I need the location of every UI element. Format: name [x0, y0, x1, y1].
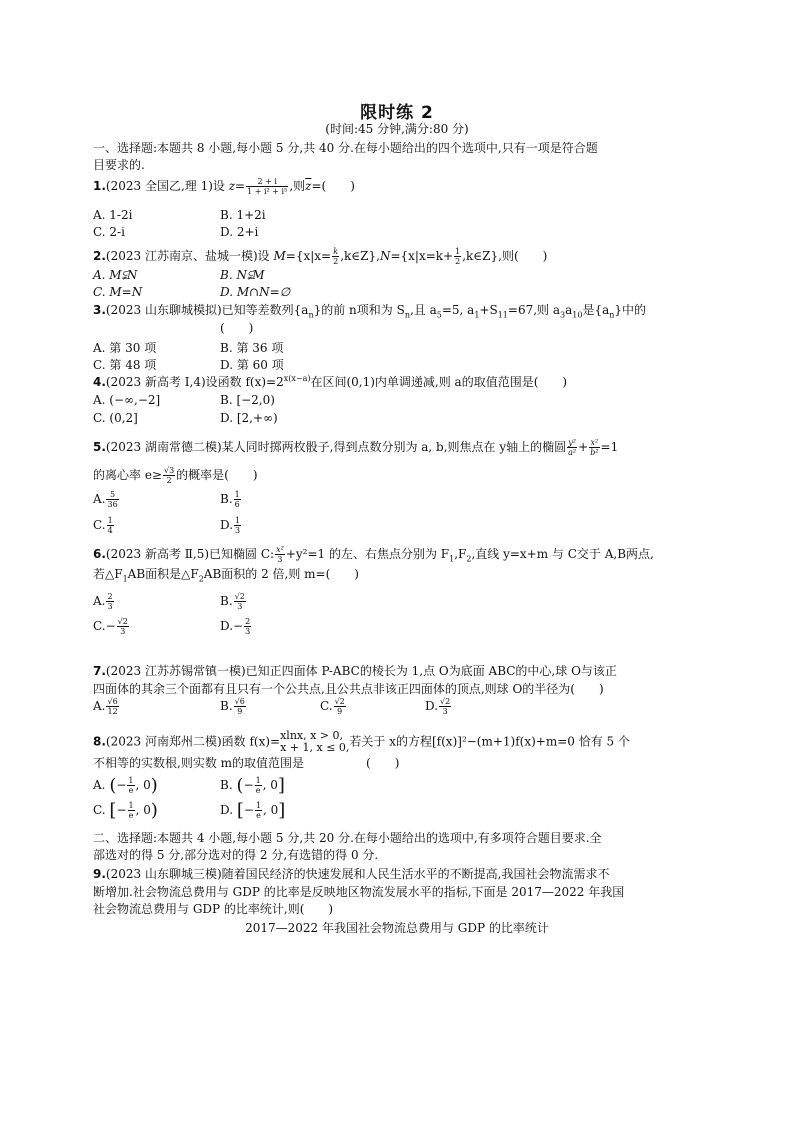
q5-stem-line1: 5.(2023 湖南常德二模)某人同时掷两枚骰子,得到点数分别为 a, b,则焦点在 y轴上的椭圆 $\frac{\text{y²}}{\text{a²}}$ + $\frac{\text{x²}}{\text{b²}}$ =1 — [93, 438, 619, 457]
q8-stem-line2: 不相等的实数根,则实数 m的取值范围是 ( ) — [93, 756, 400, 770]
q9-number: 9. — [93, 867, 106, 881]
q7-option-b: B. $\frac{√6}{9}$ — [220, 697, 245, 716]
q8-option-d: D. [− $\frac{1}{e}$ , 0] — [220, 799, 286, 821]
section2-line2: 部选对的得 5 分,部分选对的得 2 分,有选错的得 0 分. — [93, 848, 379, 862]
q4-stem: 4.(2023 新高考 Ⅰ,4)设函数 $f(x)=2^{x(x-a)}$在区间(0,1)内单调递减,则 a的取值范围是( ) — [93, 374, 568, 389]
q8-number: 8. — [93, 734, 106, 749]
page-title: 限时练 2 — [360, 103, 434, 123]
q6-option-c: C.− $\frac{√2}{3}$ — [93, 617, 128, 636]
q9-stem-line3: 社会物流总费用与 GDP 的比率统计,则( ) — [93, 902, 334, 916]
q1-z-bar: $\overline{z}$ — [305, 179, 312, 193]
q8-stem-line1: 8.(2023 河南郑州二模)函数 f(x)= xlnx, x > 0, x + 1, x ≤ 0, 若关于 x的方程[f(x)]²−(m+1)f(x)+m=0 恰有 5 个 — [93, 729, 631, 754]
q9-stem-line2: 断增加.社会物流总费用与 GDP 的比率是反映地区物流发展水平的指标,下面是 2017—2022 年我国 — [93, 885, 625, 899]
q6-option-a: A. $\frac{2}{3}$ — [93, 592, 113, 611]
page-subtitle: (时间:45 分钟,满分:80 分) — [325, 122, 469, 136]
q1-option-b: B. 1+2i — [220, 208, 266, 222]
q6-fraction: $\frac{\text{x²}}{3}$ — [276, 545, 284, 564]
q9-stem-line1: 9.(2023 山东聊城三模)随着国民经济的快速发展和人民生活水平的不断提高,我国社会物流需求不 — [93, 867, 610, 881]
q3-answer-paren: ( ) — [220, 321, 254, 335]
q6-option-d: D.− $\frac{2}{3}$ — [220, 617, 251, 636]
q5-stem-line2: 的离心率 e≥ $\frac{√3}{2}$ 的概率是( ) — [93, 466, 258, 485]
q6-option-b: B. $\frac{√2}{3}$ — [220, 592, 245, 611]
q5-fraction-x: $\frac{\text{x²}}{\text{b²}}$ — [590, 438, 599, 457]
section1-line2: 目要求的. — [93, 158, 145, 172]
q1-option-d: D. 2+i — [220, 225, 259, 239]
q3-number: 3. — [93, 303, 106, 317]
q2-number: 2. — [93, 249, 106, 263]
q7-stem-line1: 7.(2023 江苏苏锡常镇一模)已知正四面体 P-ABC的棱长为 1,点 O为底面 ABC的中心,球 O与该正 — [93, 664, 617, 678]
q7-stem-line2: 四面体的其余三个面都有且只有一个公共点,且公共点非该正四面体的顶点,则球 O的半径为( ) — [93, 682, 604, 696]
q6-stem-line1: 6.(2023 新高考 Ⅱ,5)已知椭圆 C: $\frac{\text{x²}}{3}$ +y²=1 的左、右焦点分别为 $F_1,F_2$,直线 y=x+m 与 C交于 A,B两点, — [93, 545, 654, 564]
q1-number: 1. — [93, 179, 106, 193]
q5-fraction-y: $\frac{\text{y²}}{\text{a²}}$ — [568, 438, 577, 457]
q5-option-a: A. $\frac{5}{36}$ — [93, 490, 118, 509]
q1-fraction: $\frac{2 + i}{\text{1 + i² + i⁵}}$ — [247, 177, 288, 196]
q1-option-c: C. 2-i — [93, 225, 125, 239]
q7-option-a: A. $\frac{√6}{12}$ — [93, 697, 118, 716]
q6-stem-line2: 若$\triangle F_1AB$面积是$\triangle F_2AB$面积的 2 倍,则 m=( ) — [93, 567, 359, 584]
q3-option-d: D. 第 60 项 — [220, 358, 284, 372]
q5-option-c: C. $\frac{1}{4}$ — [93, 516, 113, 535]
q7-option-c: C. $\frac{√2}{9}$ — [320, 697, 345, 716]
q7-option-d: D. $\frac{√2}{3}$ — [425, 697, 451, 716]
q4-option-b: B. [−2,0) — [220, 393, 275, 407]
q4-option-a: A. (−∞,−2] — [93, 393, 161, 407]
q5-fraction-e: $\frac{√3}{2}$ — [163, 466, 175, 485]
q2-option-c: C. M=N — [93, 285, 143, 299]
section1-line1: 一、选择题:本题共 8 小题,每小题 5 分,共 40 分.在每小题给出的四个选项中,只有一项是符合题 — [93, 141, 598, 155]
q3-stem: 3.(2023 山东聊城模拟)已知等差数列$\{a_n\}$的前 n项和为 $S_n$,且 $a_5=5$, $a_1+S_{11}=67$,则 $a_3a_{10}$是$\{a_n\}$中的 — [93, 303, 647, 320]
q4-option-d: D. [2,+∞) — [220, 411, 278, 425]
q8-option-b: B. (− $\frac{1}{e}$ , 0] — [220, 774, 285, 796]
q3-option-a: A. 第 30 项 — [93, 341, 157, 355]
q4-number: 4. — [93, 375, 106, 389]
q2-option-d: D. M∩N=∅ — [220, 285, 291, 299]
q9-chart-title: 2017—2022 年我国社会物流总费用与 GDP 的比率统计 — [245, 921, 549, 935]
q2-fraction-2: $\frac{1}{2}$ — [455, 247, 461, 266]
q3-option-c: C. 第 48 项 — [93, 358, 157, 372]
section2-line1: 二、选择题:本题共 4 小题,每小题 5 分,共 20 分.在每小题给出的选项中,有多项符合题目要求.全 — [93, 831, 602, 845]
q6-number: 6. — [93, 547, 106, 561]
q8-piecewise: xlnx, x > 0, x + 1, x ≤ 0, — [280, 729, 350, 754]
q1-option-a: A. 1-2i — [93, 208, 133, 222]
q3-option-b: B. 第 36 项 — [220, 341, 284, 355]
q2-fraction-1: $\frac{k}{2}$ — [333, 247, 339, 266]
q2-stem: 2.(2023 江苏南京、盐城一模)设 M={x|x= $\frac{k}{2}$ ,k∈Z},N={x|x=k+ $\frac{1}{2}$ ,k∈Z},则( ) — [93, 247, 548, 266]
q5-option-b: B. $\frac{1}{6}$ — [220, 490, 240, 509]
q5-number: 5. — [93, 440, 106, 454]
q2-option-b: B. N⫋M — [220, 268, 265, 282]
q4-option-c: C. (0,2] — [93, 411, 138, 425]
q8-option-c: C. [− $\frac{1}{e}$ , 0) — [93, 799, 158, 821]
q1-stem: 1.(2023 全国乙,理 1)设 z= $\frac{2 + i}{\text{1 + i² + i⁵}}$ ,则$\overline{z}=$( ) — [93, 177, 355, 196]
q7-number: 7. — [93, 664, 106, 678]
q8-option-a: A. (− $\frac{1}{e}$ , 0) — [93, 774, 158, 796]
q5-option-d: D. $\frac{1}{3}$ — [220, 516, 241, 535]
q2-option-a: A. M⫋N — [93, 268, 138, 282]
